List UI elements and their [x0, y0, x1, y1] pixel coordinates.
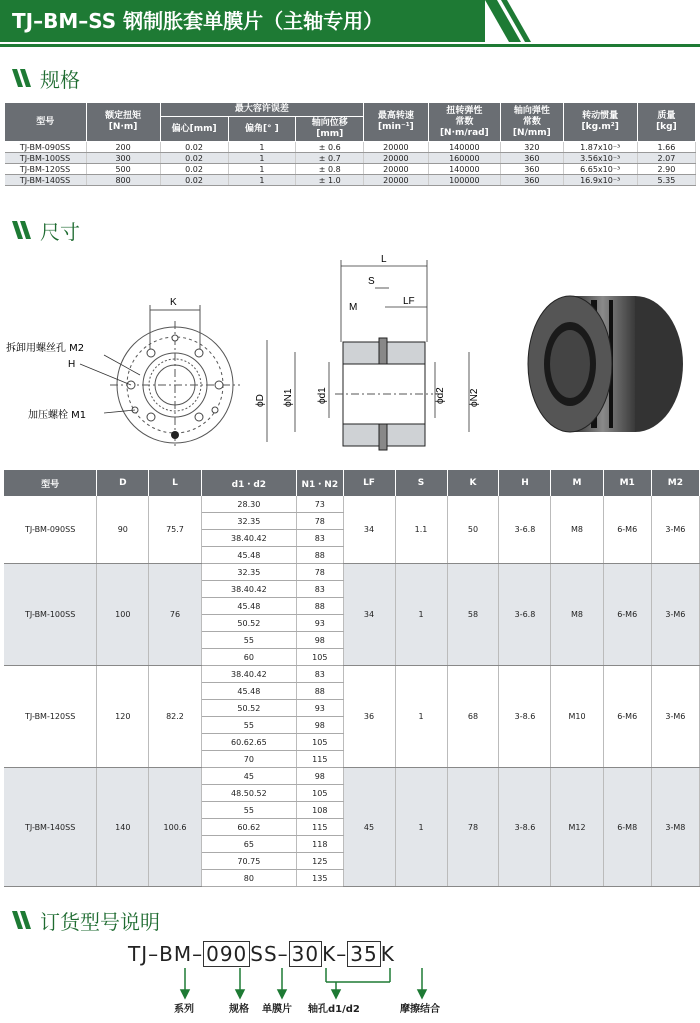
spec-cell-tor: 140000 — [428, 164, 501, 175]
dim-cell-d1d2: 45 — [201, 768, 296, 785]
dim-cell-d1d2: 70 — [201, 751, 296, 768]
dim-cell-n1n2: 125 — [297, 853, 343, 870]
spec-cell-ecc: 0.02 — [160, 175, 228, 186]
dim-cell-d1d2: 55 — [201, 802, 296, 819]
dim-row — [4, 666, 700, 683]
dim-cell-lf: 45 — [343, 768, 395, 887]
dim-cell-l: 82.2 — [149, 666, 201, 768]
label-S: S — [368, 276, 375, 287]
spec-cell-speed: 20000 — [364, 153, 428, 164]
spec-cell-model: TJ-BM-140SS — [5, 175, 87, 186]
spec-h-model: 型号 — [5, 103, 87, 142]
section-order-heading: 订货型号说明 — [10, 906, 160, 934]
dim-cell-n1n2: 98 — [297, 717, 343, 734]
spec-cell-ang: 1 — [228, 164, 296, 175]
dim-cell-n1n2: 93 — [297, 615, 343, 632]
dim-cell-d1d2: 60.62.65 — [201, 734, 296, 751]
label-D: ϕD — [255, 394, 266, 407]
dim-cell-l: 76 — [149, 564, 201, 666]
dim-cell-m: M8 — [551, 496, 603, 564]
dim-cell-d1d2: 80 — [201, 870, 296, 887]
dim-cell-d1d2: 55 — [201, 717, 296, 734]
spec-h-ax: 轴向弹性 常数 [N/mm] — [501, 103, 563, 142]
label-H: H — [68, 359, 76, 370]
dim-cell-m2: 3-M8 — [651, 768, 699, 887]
dim-cell-d1d2: 45.48 — [201, 547, 296, 564]
spec-h-maxerr: 最大容许误差 — [160, 103, 364, 117]
spec-cell-ax: 360 — [501, 175, 563, 186]
spec-h-ang: 偏角[° ] — [228, 117, 296, 142]
section-mark-icon — [10, 909, 32, 931]
dim-cell-n1n2: 115 — [297, 819, 343, 836]
dim-cell-h: 3-6.8 — [499, 496, 551, 564]
spec-row — [5, 164, 696, 175]
dim-row — [4, 564, 700, 581]
dim-cell-n1n2: 135 — [297, 870, 343, 887]
dim-cell-k: 78 — [447, 768, 499, 887]
dim-cell-d1d2: 38.40.42 — [201, 666, 296, 683]
dim-header-11: M2 — [651, 470, 699, 496]
dim-cell-l: 75.7 — [149, 496, 201, 564]
spec-cell-speed: 20000 — [364, 164, 428, 175]
dim-cell-d: 140 — [97, 768, 149, 887]
spec-cell-ang: 1 — [228, 142, 296, 153]
spec-cell-axial: ± 0.7 — [296, 153, 364, 164]
spec-cell-torque: 800 — [86, 175, 160, 186]
dim-cell-n1n2: 83 — [297, 530, 343, 547]
dim-header-5: LF — [343, 470, 395, 496]
dim-cell-m1: 6-M6 — [603, 666, 651, 768]
dim-cell-n1n2: 105 — [297, 734, 343, 751]
dim-cell-m: M10 — [551, 666, 603, 768]
section-mark-icon — [10, 67, 32, 89]
dim-cell-m: M8 — [551, 564, 603, 666]
dim-header-0: 型号 — [4, 470, 97, 496]
dim-row — [4, 768, 700, 785]
order-code — [128, 942, 395, 966]
order-part-k2: K — [380, 942, 395, 966]
order-part-k1: K– — [322, 942, 348, 966]
label-M: M — [349, 302, 358, 313]
spec-cell-tor: 100000 — [428, 175, 501, 186]
title-underline — [0, 44, 700, 47]
dim-cell-lf: 34 — [343, 564, 395, 666]
spec-cell-mass: 2.90 — [637, 164, 695, 175]
dim-cell-model: TJ-BM-140SS — [4, 768, 97, 887]
dim-cell-n1n2: 105 — [297, 785, 343, 802]
order-part-type: SS– — [250, 942, 289, 966]
dim-cell-d1d2: 50.52 — [201, 615, 296, 632]
dim-header-2: L — [149, 470, 201, 496]
label-d1: ϕd1 — [317, 387, 328, 404]
dim-cell-s: 1 — [395, 564, 447, 666]
dim-cell-h: 3-6.8 — [499, 564, 551, 666]
dim-cell-n1n2: 83 — [297, 666, 343, 683]
spec-cell-inertia: 6.65x10⁻³ — [563, 164, 637, 175]
spec-h-mass: 质量 [kg] — [637, 103, 695, 142]
product-photo — [525, 286, 690, 446]
side-view-drawing — [255, 252, 505, 457]
dim-cell-d1d2: 32.35 — [201, 564, 296, 581]
spec-row — [5, 175, 696, 186]
dim-cell-d: 100 — [97, 564, 149, 666]
dim-cell-d1d2: 38.40.42 — [201, 581, 296, 598]
spec-cell-ax: 320 — [501, 142, 563, 153]
dim-header-6: S — [395, 470, 447, 496]
dim-header-8: H — [499, 470, 551, 496]
spec-cell-axial: ± 1.0 — [296, 175, 364, 186]
label-N2: ϕN2 — [469, 388, 480, 407]
dim-cell-m1: 6-M6 — [603, 496, 651, 564]
label-L: L — [381, 254, 387, 265]
order-part-series: TJ–BM– — [128, 942, 204, 966]
dim-cell-k: 68 — [447, 666, 499, 768]
dim-cell-m: M12 — [551, 768, 603, 887]
dim-cell-n1n2: 78 — [297, 564, 343, 581]
dim-header-4: N1・N2 — [297, 470, 343, 496]
dim-cell-d1d2: 45.48 — [201, 683, 296, 700]
spec-cell-ax: 360 — [501, 164, 563, 175]
order-label-friction: 摩擦结合 — [400, 1004, 440, 1015]
order-label-size: 规格 — [229, 1004, 249, 1015]
dim-cell-d1d2: 50.52 — [201, 700, 296, 717]
spec-cell-ang: 1 — [228, 153, 296, 164]
dim-cell-l: 100.6 — [149, 768, 201, 887]
spec-cell-mass: 1.66 — [637, 142, 695, 153]
label-K: K — [170, 297, 177, 308]
dim-cell-m2: 3-M6 — [651, 666, 699, 768]
dim-cell-m2: 3-M6 — [651, 496, 699, 564]
dim-cell-model: TJ-BM-120SS — [4, 666, 97, 768]
order-label-single-disc: 单膜片 — [262, 1004, 292, 1015]
dim-cell-m1: 6-M8 — [603, 768, 651, 887]
dim-cell-s: 1 — [395, 666, 447, 768]
dim-header-1: D — [97, 470, 149, 496]
spec-h-speed: 最高转速 [min⁻¹] — [364, 103, 428, 142]
dimension-table — [4, 470, 700, 887]
dim-header-7: K — [447, 470, 499, 496]
dim-cell-d: 90 — [97, 496, 149, 564]
label-N1: ϕN1 — [283, 388, 294, 407]
order-part-bore2: 35 — [347, 941, 380, 967]
dim-cell-d1d2: 55 — [201, 632, 296, 649]
dim-cell-d1d2: 38.40.42 — [201, 530, 296, 547]
dim-cell-h: 3-8.6 — [499, 666, 551, 768]
spec-h-axial: 轴向位移 [mm] — [296, 117, 364, 142]
spec-h-ecc: 偏心[mm] — [160, 117, 228, 142]
spec-row — [5, 142, 696, 153]
dim-header-9: M — [551, 470, 603, 496]
spec-cell-speed: 20000 — [364, 142, 428, 153]
dim-cell-s: 1 — [395, 768, 447, 887]
dim-cell-lf: 36 — [343, 666, 395, 768]
dim-row — [4, 496, 700, 513]
dim-cell-d1d2: 60 — [201, 649, 296, 666]
dim-cell-m1: 6-M6 — [603, 564, 651, 666]
section-spec-heading: 规格 — [10, 64, 80, 92]
spec-cell-tor: 140000 — [428, 142, 501, 153]
dim-cell-n1n2: 83 — [297, 581, 343, 598]
spec-cell-ax: 360 — [501, 153, 563, 164]
front-view-drawing — [0, 255, 250, 470]
label-M2: 拆卸用螺丝孔 M2 — [6, 343, 85, 354]
dim-cell-h: 3-8.6 — [499, 768, 551, 887]
dim-cell-k: 50 — [447, 496, 499, 564]
dim-cell-d1d2: 60.62 — [201, 819, 296, 836]
spec-cell-inertia: 1.87x10⁻³ — [563, 142, 637, 153]
spec-cell-axial: ± 0.6 — [296, 142, 364, 153]
dim-cell-m2: 3-M6 — [651, 564, 699, 666]
dim-cell-s: 1.1 — [395, 496, 447, 564]
dim-cell-d1d2: 45.48 — [201, 598, 296, 615]
dim-cell-n1n2: 108 — [297, 802, 343, 819]
spec-cell-inertia: 16.9x10⁻³ — [563, 175, 637, 186]
dim-cell-k: 58 — [447, 564, 499, 666]
dim-cell-d1d2: 28.30 — [201, 496, 296, 513]
spec-cell-model: TJ-BM-120SS — [5, 164, 87, 175]
title-stripes-decoration — [485, 0, 545, 42]
order-part-bore1: 30 — [289, 941, 322, 967]
spec-h-tor: 扭转弹性 常数 [N·m/rad] — [428, 103, 501, 142]
dim-cell-n1n2: 88 — [297, 683, 343, 700]
order-label-bore: 轴孔d1/d2 — [308, 1004, 360, 1015]
dim-header-3: d1・d2 — [201, 470, 296, 496]
spec-cell-inertia: 3.56x10⁻³ — [563, 153, 637, 164]
dim-header-10: M1 — [603, 470, 651, 496]
dim-cell-n1n2: 98 — [297, 768, 343, 785]
order-label-series: 系列 — [174, 1004, 194, 1015]
dim-cell-d1d2: 32.35 — [201, 513, 296, 530]
dim-cell-d: 120 — [97, 666, 149, 768]
spec-cell-ecc: 0.02 — [160, 164, 228, 175]
order-part-size: 090 — [203, 941, 250, 967]
dim-cell-n1n2: 88 — [297, 547, 343, 564]
spec-h-inertia: 转动惯量 [kg.m²] — [563, 103, 637, 142]
dim-cell-n1n2: 105 — [297, 649, 343, 666]
spec-cell-ang: 1 — [228, 175, 296, 186]
spec-cell-tor: 160000 — [428, 153, 501, 164]
label-M1: 加压螺栓 M1 — [28, 410, 87, 421]
spec-cell-torque: 200 — [86, 142, 160, 153]
spec-row — [5, 153, 696, 164]
dim-cell-n1n2: 93 — [297, 700, 343, 717]
dim-cell-d1d2: 70.75 — [201, 853, 296, 870]
dim-cell-lf: 34 — [343, 496, 395, 564]
spec-cell-model: TJ-BM-090SS — [5, 142, 87, 153]
page-title: TJ–BM–SS 钢制胀套单膜片（主轴专用） — [0, 0, 485, 42]
order-pointer-lines — [160, 968, 460, 1000]
dim-cell-d1d2: 65 — [201, 836, 296, 853]
spec-cell-mass: 2.07 — [637, 153, 695, 164]
dim-cell-n1n2: 88 — [297, 598, 343, 615]
dim-cell-n1n2: 78 — [297, 513, 343, 530]
section-mark-icon — [10, 219, 32, 241]
spec-h-torque: 额定扭矩 [N·m] — [86, 103, 160, 142]
spec-cell-ecc: 0.02 — [160, 142, 228, 153]
spec-cell-speed: 20000 — [364, 175, 428, 186]
label-d2: ϕd2 — [435, 387, 446, 404]
label-LF: LF — [403, 296, 415, 307]
dim-cell-n1n2: 115 — [297, 751, 343, 768]
spec-table — [4, 102, 696, 186]
dim-cell-model: TJ-BM-090SS — [4, 496, 97, 564]
spec-cell-ecc: 0.02 — [160, 153, 228, 164]
spec-cell-axial: ± 0.8 — [296, 164, 364, 175]
spec-cell-model: TJ-BM-100SS — [5, 153, 87, 164]
dim-cell-n1n2: 118 — [297, 836, 343, 853]
dim-cell-model: TJ-BM-100SS — [4, 564, 97, 666]
spec-cell-torque: 300 — [86, 153, 160, 164]
dim-cell-d1d2: 48.50.52 — [201, 785, 296, 802]
dim-cell-n1n2: 73 — [297, 496, 343, 513]
spec-cell-mass: 5.35 — [637, 175, 695, 186]
spec-cell-torque: 500 — [86, 164, 160, 175]
dim-cell-n1n2: 98 — [297, 632, 343, 649]
section-dims-heading: 尺寸 — [10, 216, 80, 244]
